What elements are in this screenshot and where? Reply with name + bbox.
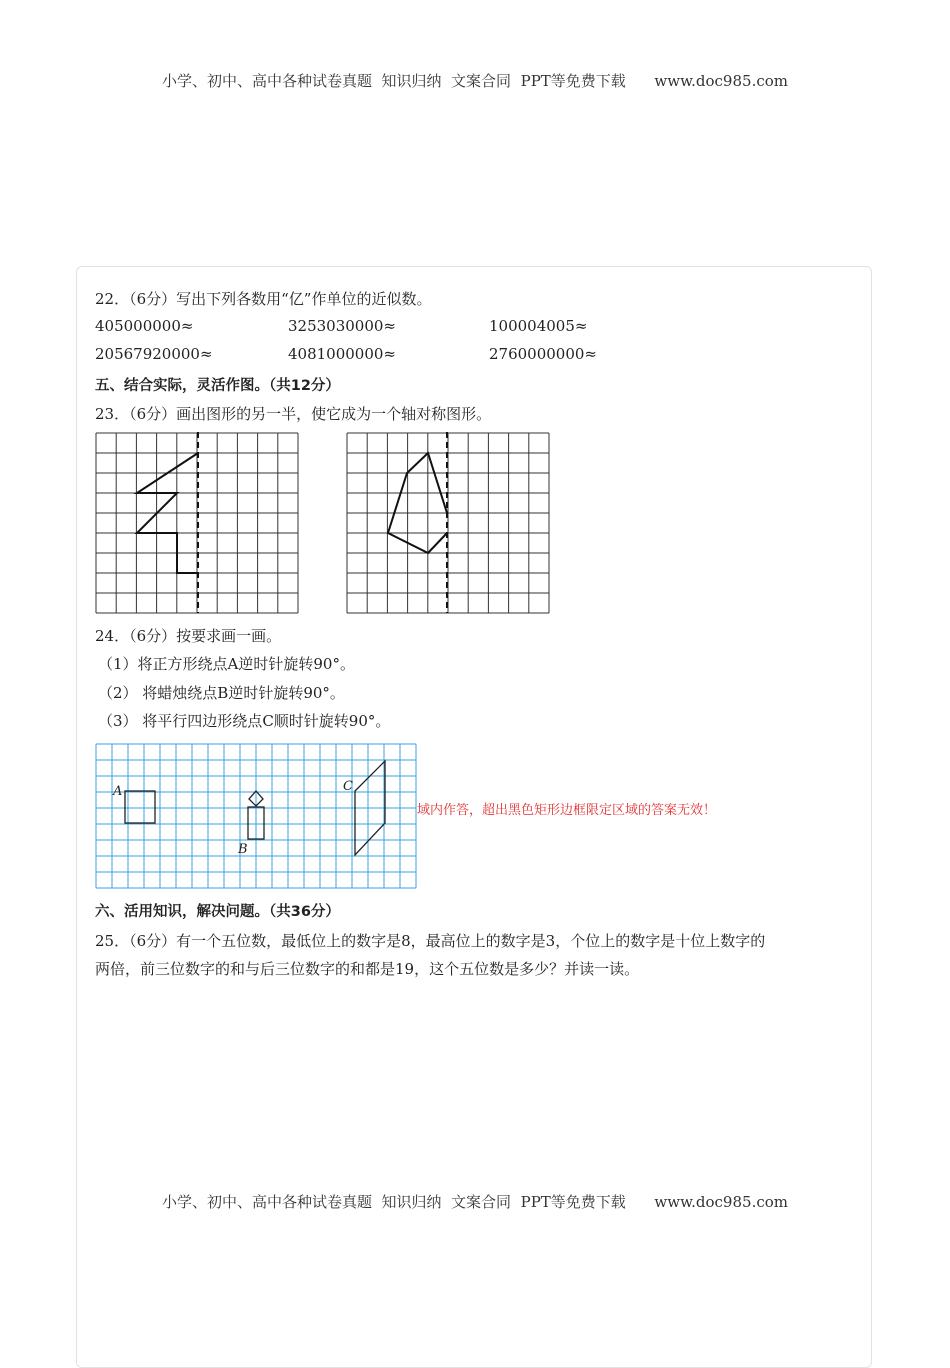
q22-item-6: 2760000000≈ bbox=[489, 345, 598, 363]
q22-item-2: 3253030000≈ bbox=[288, 317, 397, 335]
q25-line2: 两倍，前三位数字的和与后三位数字的和都是19，这个五位数是多少？并读一读。 bbox=[95, 960, 640, 978]
q22-item-1: 405000000≈ bbox=[95, 317, 194, 335]
symmetry-grid-left[interactable] bbox=[95, 432, 299, 614]
q23-title: 23．（6分）画出图形的另一半，使它成为一个轴对称图形。 bbox=[95, 405, 492, 423]
rotation-grid[interactable] bbox=[95, 743, 417, 889]
q22-item-5: 4081000000≈ bbox=[288, 345, 397, 363]
point-c-label: C bbox=[343, 779, 353, 794]
point-b-label: B bbox=[238, 842, 248, 857]
q22-item-4: 20567920000≈ bbox=[95, 345, 213, 363]
point-a-label: A bbox=[113, 784, 123, 799]
half-shape-right bbox=[388, 453, 447, 553]
q24-title: 24．（6分）按要求画一画。 bbox=[95, 627, 282, 645]
q24-sub2: （2） 将蜡烛绕点B逆时针旋转90°。 bbox=[98, 684, 345, 702]
section6-heading: 六、活用知识，解决问题。（共36分） bbox=[95, 904, 340, 920]
q24-sub1: （1）将正方形绕点A逆时针旋转90°。 bbox=[98, 655, 355, 673]
q24-sub3: （3） 将平行四边形绕点C顺时针旋转90°。 bbox=[98, 712, 391, 730]
q22-title: 22．（6分）写出下列各数用“亿”作单位的近似数。 bbox=[95, 290, 432, 308]
q25-line1: 25．（6分）有一个五位数，最低位上的数字是8，最高位上的数字是3，个位上的数字是十位上数字的 bbox=[95, 932, 766, 950]
q22-item-3: 100004005≈ bbox=[489, 317, 588, 335]
answer-area-warning: 域内作答，超出黑色矩形边框限定区域的答案无效！ bbox=[417, 803, 717, 818]
page-header: 小学、初中、高中各种试卷真题 知识归纳 文案合同 PPT等免费下载 www.doc985.com bbox=[161, 72, 788, 90]
grid-lines bbox=[96, 744, 416, 888]
square-shape bbox=[125, 791, 155, 823]
page-footer: 小学、初中、高中各种试卷真题 知识归纳 文案合同 PPT等免费下载 www.doc985.com bbox=[161, 1193, 788, 1211]
symmetry-grid-right[interactable] bbox=[346, 432, 550, 614]
section5-heading: 五、结合实际，灵活作图。（共12分） bbox=[95, 378, 340, 394]
